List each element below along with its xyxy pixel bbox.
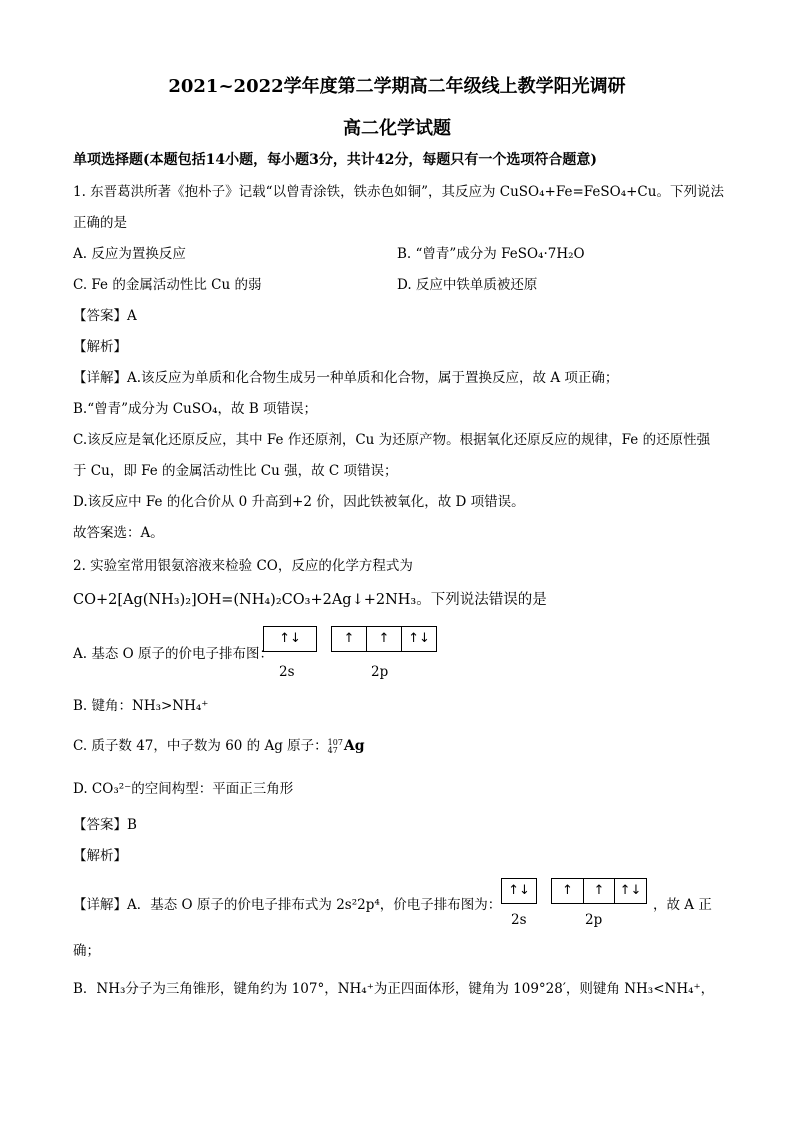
orbital-2s-cell: ↑↓ [279, 631, 301, 646]
q1-option-a: A. 反应为置换反应 [73, 246, 186, 262]
q2-detail-a2: ，故 A 正 [653, 897, 712, 913]
q2-stem-line1: 2. 实验室常用银氨溶液来检验 CO，反应的化学方程式为 [73, 558, 413, 574]
nuclide-numbers [328, 739, 343, 755]
q2-option-a: A. 基态 O 原子的价电子排布图： [73, 646, 273, 662]
q1-answer: 【答案】A [73, 308, 137, 324]
detail-orbital-2p-box [551, 878, 647, 904]
q2-detail-b: B．NH₃分子为三角锥形，键角约为 107°，NH₄⁺为正四面体形，键角为 109°28′，则键角 NH₃<NH₄⁺， [73, 981, 715, 997]
q1-analysis-label: 【解析】 [73, 339, 127, 355]
q1-option-d: D. 反应中铁单质被还原 [397, 277, 538, 293]
q1-options-row2 [73, 275, 734, 295]
detail-orbital-2s-label: 2s [511, 912, 527, 928]
q2-option-c: C. 质子数 47，中子数为 60 的 Ag 原子： [73, 738, 328, 754]
detail-orbital-2s-cell: ↑↓ [508, 883, 530, 898]
orbital-2p-label: 2p [371, 664, 389, 680]
orbital-2p-cell-1: ↑ [332, 627, 367, 651]
page-subtitle: 高二化学试题 [343, 118, 451, 139]
section-heading: 单项选择题(本题包括14小题，每小题3分，共计42分，每题只有一个选项符合题意) [73, 152, 597, 168]
q2-equation: CO+2[Ag(NH₃)₂]OH=(NH₄)₂CO₃+2Ag↓+2NH₃ [73, 592, 417, 608]
q2-detail-a3: 确； [73, 943, 100, 959]
detail-orbital-2p-label: 2p [585, 912, 603, 928]
q1-detail-2: B.“曾青”成分为 CuSO₄，故 B 项错误； [73, 401, 318, 417]
q1-detail-6: 故答案选：A。 [73, 525, 164, 541]
q2-option-c-row [73, 736, 734, 756]
q2-option-d: D. CO₃²⁻的空间构型：平面正三角形 [73, 781, 294, 797]
orbital-2p-box [331, 626, 437, 652]
orbital-2s-box [263, 626, 317, 652]
nuclide-symbol: Ag [343, 738, 365, 754]
q1-detail-4: 于 Cu，即 Fe 的金属活动性比 Cu 强，故 C 项错误； [73, 463, 398, 479]
q1-stem-line2: 正确的是 [73, 215, 127, 231]
detail-orbital-2p-cell-1: ↑ [552, 879, 584, 903]
q2-analysis-label: 【解析】 [73, 848, 127, 864]
orbital-2p-cell-2: ↑ [367, 627, 402, 651]
q2-detail-a1: 【详解】A．基态 O 原子的价电子排布式为 2s²2p⁴，价电子排布图为： [73, 897, 502, 913]
page-title: 2021~2022学年度第二学期高二年级线上教学阳光调研 [168, 76, 626, 97]
orbital-2p-cell-3: ↑↓ [408, 631, 430, 646]
q1-option-b: B. “曾青”成分为 FeSO₄·7H₂O [397, 246, 585, 262]
nuclide-mass-number: 107 [327, 737, 343, 747]
detail-orbital-2s-box [501, 878, 537, 904]
nuclide-atomic-number: 47 [327, 745, 338, 755]
q1-detail-5: D.该反应中 Fe 的化合价从 0 升高到+2 价，因此铁被氧化，故 D 项错误。 [73, 494, 525, 510]
detail-orbital-2p-cell-2: ↑ [584, 879, 615, 903]
detail-orbital-2p-cell-3: ↑↓ [619, 883, 642, 898]
q2-option-b: B. 键角：NH₃>NH₄⁺ [73, 698, 209, 714]
q1-stem-line1: 1. 东晋葛洪所著《抱朴子》记载“以曾青涂铁，铁赤色如铜”，其反应为 CuSO₄+Fe=FeSO₄+Cu。下列说法 [73, 184, 724, 200]
q2-answer: 【答案】B [73, 817, 137, 833]
q1-option-c: C. Fe 的金属活动性比 Cu 的弱 [73, 277, 262, 293]
q1-detail-1: 【详解】A.该反应为单质和化合物生成另一种单质和化合物，属于置换反应，故 A 项正确； [73, 370, 619, 386]
q2-stem-line2: 。下列说法错误的是 [416, 592, 547, 608]
q1-detail-3: C.该反应是氧化还原反应，其中 Fe 作还原剂，Cu 为还原产物。根据氧化还原反应的规律，Fe 的还原性强 [73, 432, 711, 448]
q2-equation-line [73, 590, 734, 610]
orbital-2s-label: 2s [279, 664, 295, 680]
q1-options-row1 [73, 244, 734, 264]
